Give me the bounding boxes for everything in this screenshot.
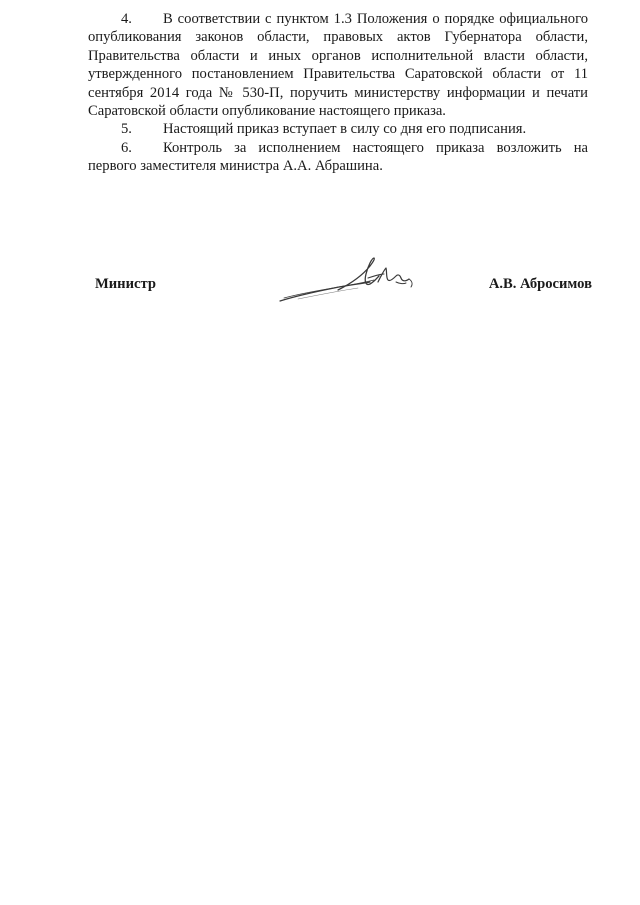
signatory-name: А.В. Абросимов [488, 276, 592, 292]
document-body [88, 10, 588, 176]
paragraph-5 [88, 120, 588, 138]
signature-block [95, 254, 592, 314]
paragraph-6 [88, 139, 588, 176]
handwritten-signature-icon [278, 254, 428, 306]
signatory-title: Министр [95, 276, 156, 292]
paragraph-text: Настоящий приказ вступает в силу со дня его подписания. [163, 121, 527, 138]
paragraph-text: Контроль за исполнением настоящего приказа возложить на первого заместителя министра А.А. Абрашина. [88, 139, 588, 175]
paragraph-number: 5. [121, 121, 132, 138]
paragraph-number: 6. [121, 139, 132, 156]
paragraph-4 [88, 10, 588, 120]
paragraph-number: 4. [121, 11, 132, 27]
paragraph-text: В соответствии с пунктом 1.3 Положения о порядке официального опубликования законов области, правовых актов Губернатора области, Правительства области и иных органов исполнительной власти области, утвержденного постановлением Правительства Саратовской области от 11 сентября 2014 года № 530-П, поручить министерству информации и печати Саратовской области опубликование настоящего приказа. [88, 11, 588, 120]
